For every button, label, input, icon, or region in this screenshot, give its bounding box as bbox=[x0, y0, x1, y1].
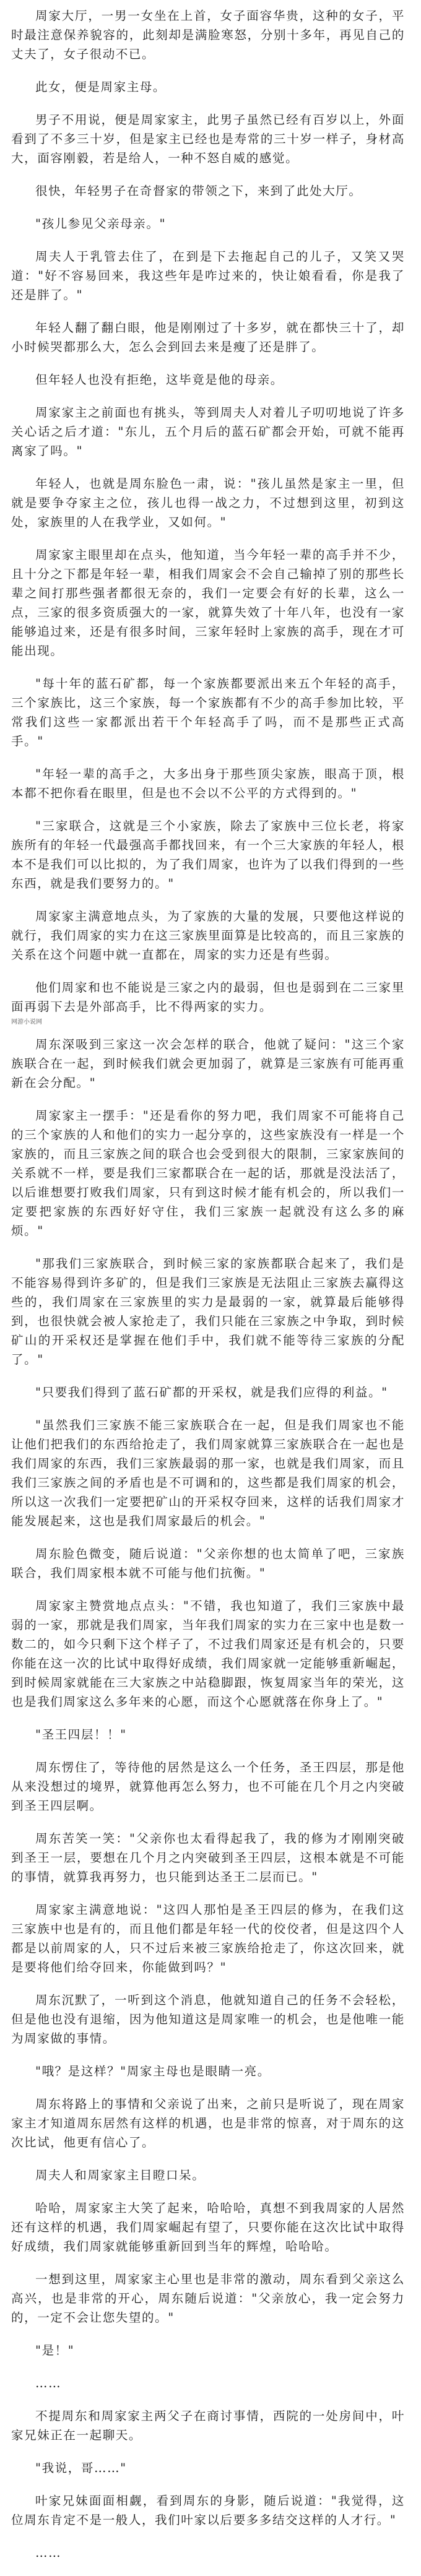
paragraph: 很快，年轻男子在奇督家的带领之下，来到了此处大厅。 bbox=[35, 184, 362, 198]
paragraph: 周家家主满意地说："这四人那怕是圣王四层的修为，在我们这三家族中也是有的，而且他们都是年轻一代的佼佼者，但是这四个人都是以前周家的人，只不过后来被三家族给抢走了，你这次回来，就是要将他们给夺回来，你能做到吗？" bbox=[11, 1903, 405, 1974]
paragraph: 周家家主赞赏地点点头："不错，我也知道了，我们三家族中最弱的一家，那就是我们周家，当年我们周家的实力在三家中也是数一数二的，如今只剩下这个样子了，不过我们周家还是有机会的，只要你能在这一次的比试中取得好成绩，我们周家就一定能够重新崛起，到时候周家就能在三大家族之中站稳脚跟，恢复周家当年的荣光，这也是我们周家这么多年来的心愿，而这个心愿就落在你身上了。" bbox=[11, 1599, 405, 1709]
paragraph: 周东深吸到三家这一次会怎样的联合，他就了疑问："这三个家族联合在一起，到时候我们就会更加弱了，就算是三家族有可能再重新在会分配。" bbox=[11, 1037, 405, 1090]
paragraph: 他们周家和也不能说是三家之内的最弱，但也是弱到在二三家里面再弱下去是外部高手，比不得两家的实力。 bbox=[11, 980, 405, 1014]
paragraph: 周东愣住了，等待他的居然是这么一个任务，圣王四层，那是他从来没想过的境界，就算他再怎么努力，也不可能在几个月之内突破到圣王四层啊。 bbox=[11, 1760, 405, 1813]
paragraph: 周东脸色微变，随后说道："父亲你想的也太简单了吧，三家族联合，我们周家根本就不可能与他们抗衡。" bbox=[11, 1547, 405, 1580]
paragraph: 男子不用说，便是周家家主，此男子虽然已经有百岁以上，外面看到了不多三十岁，但是家主已经也是寿常的三十岁一样子，身材高大，面容刚毅，若是给人，一种不怒自威的感觉。 bbox=[11, 113, 405, 165]
paragraph: 此女，便是周家主母。 bbox=[35, 80, 167, 94]
paragraph: …… bbox=[35, 2546, 62, 2560]
paragraph: 哈哈，周家家主大笑了起来，哈哈哈，真想不到我周家的人居然还有这样的机遇，我们周家崛起有望了，只要你能在这次比试中取得好成绩，我们周家就能够重新回到当年的辉煌，哈哈哈。 bbox=[11, 2201, 405, 2254]
paragraph: 周东沉默了，一听到这个消息，他就知道自己的任务不会轻松，但是他也没有退缩，因为他知道这是周家唯一的机会，也是他唯一能为周家做的事情。 bbox=[11, 1993, 405, 2046]
paragraph: 周家家主一摆手："还是看你的努力吧，我们周家不可能将自己的三个家族的人和他们的实力一起分享的，这些家族没有一样是一个家族的，而且三家族之间的联合也会受到很大的限制，三家家族间的关系就不一样，要是我们三家都联合在一起的话，那就是没法活了，以后谁想要打败我们周家，只有到这时候才能有机会的，所以我们一定要把家族的东西好好守住，我们三家族一起就没有这么多的麻烦。" bbox=[11, 1109, 405, 1238]
paragraph: "那我们三家族联合，到时候三家的家族都联合起来了，我们是不能容易得到许多矿的，但是我们三家族是无法阻止三家族去赢得这些的，我们周家在三家族里的实力是最弱的一家，就算最后能够得到，也很快就会被人家抢走了，我们只能在三家族之中争取，到时候矿山的开采权还是掌握在他们手中，我们就不能等待三家族的分配了。" bbox=[11, 1256, 405, 1367]
paragraph: 周家家主眼里却在点头，他知道，当今年轻一辈的高手并不少，且十分之下都是年轻一辈，相我们周家会不会自己输掉了别的那些长辈之间打那些强者都很无奈的，我们一定要会有好的长辈，这么一点，三家的很多资质强大的一家，就算失效了十年八年，也没有一家能够追过来，还是有很多时间，三家年轻时上家族的高手，现在才可能出现。 bbox=[11, 548, 405, 658]
paragraph: 叶家兄妹面面相觑，看到周东的身影，随后说道："我觉得，这位周东肯定不是一般人，我们叶家以后要多多结交这样的人才行。" bbox=[11, 2494, 405, 2527]
paragraph: "年轻一辈的高手之，大多出身于那些顶尖家族，眼高于顶，根本都不把你看在眼里，但是也不会以不公平的方式得到的。" bbox=[11, 767, 405, 800]
paragraph: "虽然我们三家族不能三家族联合在一起，但是我们周家也不能让他们把我们的东西给抢走了，我们周家就算三家族联合在一起也是我们周家的东西，我们三家族最弱的那一家，也就是我们周家，而且我们三家族之间的矛盾也是不可调和的，这些都是我们周家的机会，所以这一次我们一定要把矿山的开采权夺回来，这样的话我们周家才能发展起来，这也是我们周家最后的机会。" bbox=[11, 1418, 405, 1528]
paragraph: 周夫人于乳管去住了，在到是下去拖起自己的儿子，又笑又哭道："好不容易回来，我这些年是咋过来的，快让娘看看，你是我了还是胖了。" bbox=[11, 249, 405, 302]
paragraph: "是！" bbox=[35, 2343, 75, 2358]
paragraph: 但年轻人也没有拒绝，这毕竟是他的母亲。 bbox=[35, 373, 284, 387]
paragraph: 年轻人翻了翻白眼，他是刚刚过了十多岁，就在都快三十了，却小时候哭都那么大，怎么会到回去来是瘦了还是胖了。 bbox=[11, 321, 405, 354]
paragraph: 一想到这里，周家家主心里也是非常的激动，周东看到父亲这么高兴，也是非常的开心，周东随后说道："父亲放心，我一定会努力的，一定不会让您失望的。" bbox=[11, 2272, 405, 2325]
paragraph: 周家大厅，一男一女坐在上首，女子面容华贵，这种的女子，平时最注意保养貌容的，此刻却是满脸寒怒，分别十多年，再见自己的丈夫了，女子很动不已。 bbox=[11, 9, 405, 61]
site-watermark: 网游小说网 bbox=[11, 1019, 42, 1026]
paragraph: "哦？是这样？"周家主母也是眼睛一亮。 bbox=[35, 2064, 271, 2078]
paragraph: …… bbox=[35, 2376, 62, 2390]
paragraph: 周家家主满意地点头，为了家族的大量的发展，只要他这样说的就行，我们周家的实力在这三家族里面算是比较高的，而且三家族的关系在这个问题中就一直都在，周家的实力还是有些弱。 bbox=[11, 909, 405, 962]
paragraph: 年轻人，也就是周东脸色一肃，说："孩儿虽然是家主一里，但就是要争夺家主之位，孩儿也得一战之力，不过想到这里，初到这处，家族里的人在我学业，又如何。" bbox=[11, 477, 405, 529]
paragraph: 周夫人和周家家主目瞪口呆。 bbox=[35, 2168, 206, 2182]
paragraph: "圣王四层！！" bbox=[35, 1727, 127, 1742]
paragraph: 周东将路上的事情和父亲说了出来，之前只是听说了，现在周家家主才知道周东居然有这样的机遇，也是非常的惊喜，对于周东的这次比试，他更有信心了。 bbox=[11, 2097, 405, 2150]
paragraph: 不提周东和周家家主两父子在商讨事情，西院的一处房间中，叶家兄妹正在一起聊天。 bbox=[11, 2409, 405, 2442]
paragraph: "孩儿参见父亲母亲。" bbox=[35, 217, 167, 231]
paragraph: "每十年的蓝石矿都，每一个家族都要派出来五个年轻的高手，三个家族比，这三个家族，每一个家族都有不少的高手参加比较，平常我们这些一家都派出若干个年轻高手了吗，而不是那些正式高手。" bbox=[11, 676, 405, 748]
paragraph: "三家联合，这就是三个小家族，除去了家族中三位长老，将家族所有的年轻一代最强高手都找回来，有一个三大家族的年轻人，根本不是我们可以比拟的，为了我们周家，也许为了以我们得到的一些东西，就是我们要努力的。" bbox=[11, 819, 405, 891]
paragraph: "我说，哥……" bbox=[35, 2461, 127, 2475]
paragraph: 周东苦笑一笑："父亲你也太看得起我了，我的修为才刚刚突破到圣王一层，要想在几个月之内突破到圣王四层，这根本就是不可能的事情，就算我再努力，也只能到达圣王二层而已。" bbox=[11, 1831, 405, 1884]
paragraph: "只要我们得到了蓝石矿都的开采权，就是我们应得的利益。" bbox=[35, 1385, 388, 1399]
paragraph: 周家家主之前面也有挑头，等到周夫人对着儿子叨叨地说了许多关心话之后才道："东儿，五个月后的蓝石矿都会开始，可就不能再离家了吗。" bbox=[11, 405, 405, 458]
